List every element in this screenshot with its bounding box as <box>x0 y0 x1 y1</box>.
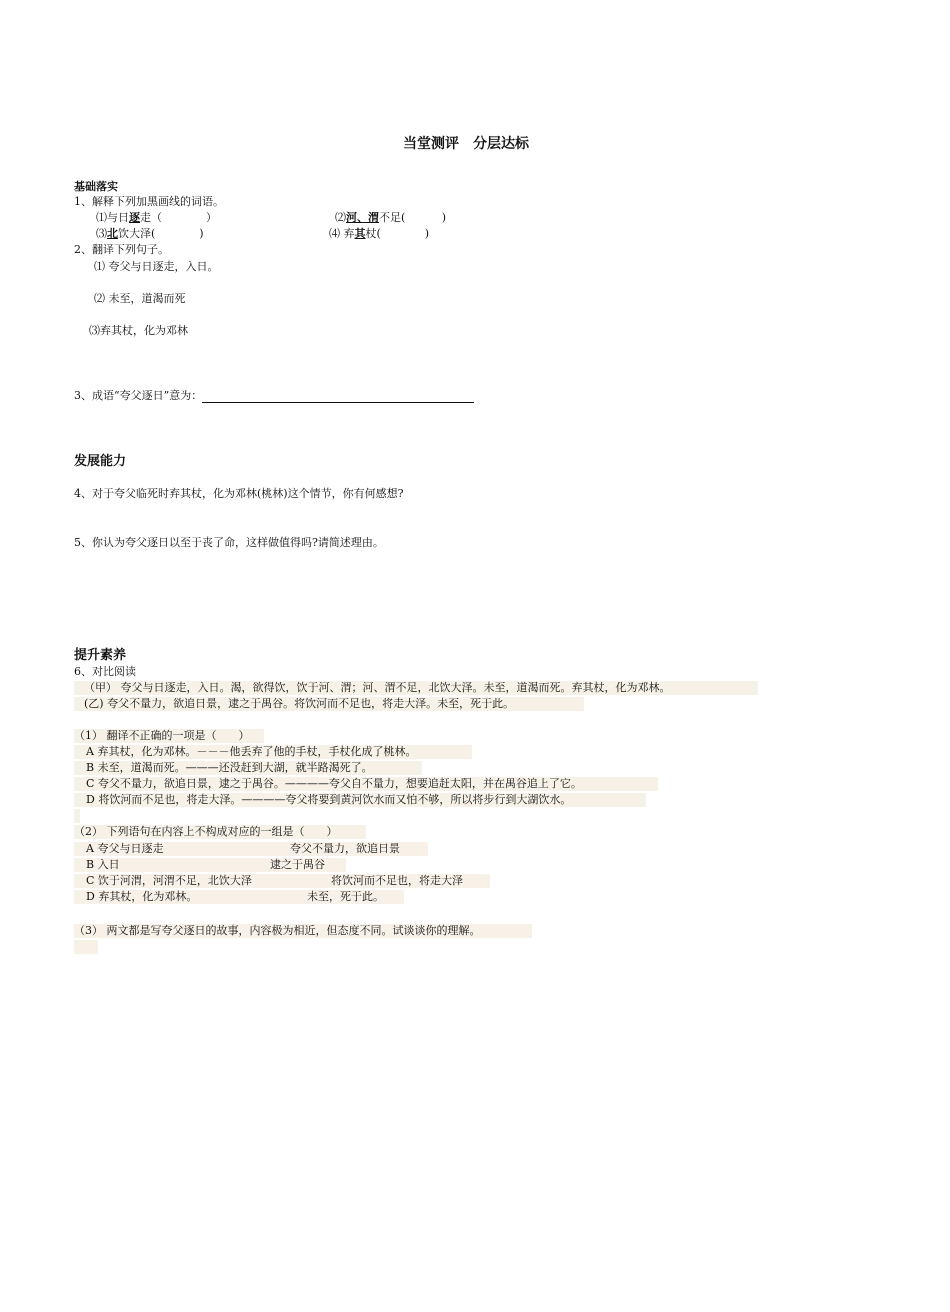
question-4: 4、对于夸父临死时弃其杖，化为邓林(桃林)这个情节，你有何感想? <box>74 487 404 500</box>
sub2-option-a <box>74 842 428 856</box>
question-5: 5、你认为夸父逐日以至于丧了命，这样做值得吗?请简述理由。 <box>74 536 384 549</box>
answer-area[interactable] <box>74 940 98 954</box>
sub2-option-d <box>74 890 404 904</box>
sub2-option-c-right: 将饮河而不足也，将走大泽 <box>331 874 463 887</box>
sub2-option-a-left: A 夸父与日逐走 <box>86 842 164 855</box>
q1-item-1: ⑴与日逐走（ ） <box>96 211 217 224</box>
section-heading-improvement: 提升素养 <box>74 648 127 663</box>
q2-item-2: ⑵ 未至，道渴而死 <box>94 292 186 305</box>
question-1: 1、解释下列加黑画线的词语。 <box>74 195 224 208</box>
sub-question-2: （2） 下列语句在内容上不构成对应的一组是（ ） <box>74 825 366 839</box>
section-heading-basics: 基础落实 <box>74 180 118 193</box>
sub1-option-c: C 夸父不量力，欲追日景，逮之于禺谷。————夸父自不量力，想要追赶太阳，并在禺谷追上了它。 <box>74 777 658 791</box>
q1-item-3-word: 北 <box>107 227 118 240</box>
q2-item-3: ⑶弃其杖，化为邓林 <box>89 324 188 337</box>
sub1-option-b: B 未至，道渴而死。———还没赶到大湖，就半路渴死了。 <box>74 761 422 775</box>
sub2-option-c-left: C 饮于河渭，河渭不足，北饮大泽 <box>86 874 252 887</box>
sub2-option-d-right: 未至，死于此。 <box>307 890 384 903</box>
question-2: 2、翻译下列句子。 <box>74 243 169 256</box>
shaded-spacer <box>74 809 80 823</box>
question-3: 3、成语“夸父逐日”意为： <box>74 389 474 403</box>
sub1-option-d: D 将饮河而不足也，将走大泽。————夸父将要到黄河饮水而又怕不够，所以将步行到大湖饮水。 <box>74 793 646 807</box>
sub2-option-c <box>74 874 490 888</box>
passage-yi: (乙) 夸父不量力，欲追日景，逮之于禺谷。将饮河而不足也，将走大泽。未至，死于此。 <box>74 697 584 711</box>
q1-item-2-word: 河、渭 <box>346 211 379 224</box>
q1-item-4: ⑷ 弃其杖( ) <box>329 227 430 240</box>
sub-question-3: （3） 两文都是写夸父逐日的故事，内容极为相近，但态度不同。试谈谈你的理解。 <box>74 924 532 938</box>
sub2-option-b <box>74 858 346 872</box>
sub2-option-b-left: B 入日 <box>86 858 120 871</box>
sub2-option-b-right: 逮之于禺谷 <box>270 858 325 871</box>
sub2-option-d-left: D 弃其杖，化为邓林。 <box>86 890 198 903</box>
passage-jia: （甲） 夸父与日逐走，入日。渴，欲得饮，饮于河、渭；河、渭不足，北饮大泽。未至，道渴而死。弃其杖，化为邓林。 <box>74 681 758 695</box>
question-6: 6、对比阅读 <box>74 665 136 678</box>
sub-question-1: （1） 翻译不正确的一项是（ ） <box>74 729 264 743</box>
q1-item-3: ⑶北饮大泽( ) <box>96 227 204 240</box>
section-heading-development: 发展能力 <box>74 454 127 469</box>
sub2-option-a-right: 夸父不量力，欲追日景 <box>290 842 400 855</box>
sub1-option-a: A 弃其杖，化为邓林。－－－他丢弃了他的手杖，手杖化成了桃林。 <box>74 745 472 759</box>
q1-item-4-word: 其 <box>354 227 366 240</box>
page-title: 当堂测评 分层达标 <box>403 136 529 152</box>
q2-item-1: ⑴ 夸父与日逐走，入日。 <box>94 260 219 273</box>
q1-item-1-word: 逐 <box>129 211 140 224</box>
answer-blank-line[interactable] <box>202 390 474 403</box>
q1-item-2: ⑵河、渭不足( ) <box>335 211 447 224</box>
